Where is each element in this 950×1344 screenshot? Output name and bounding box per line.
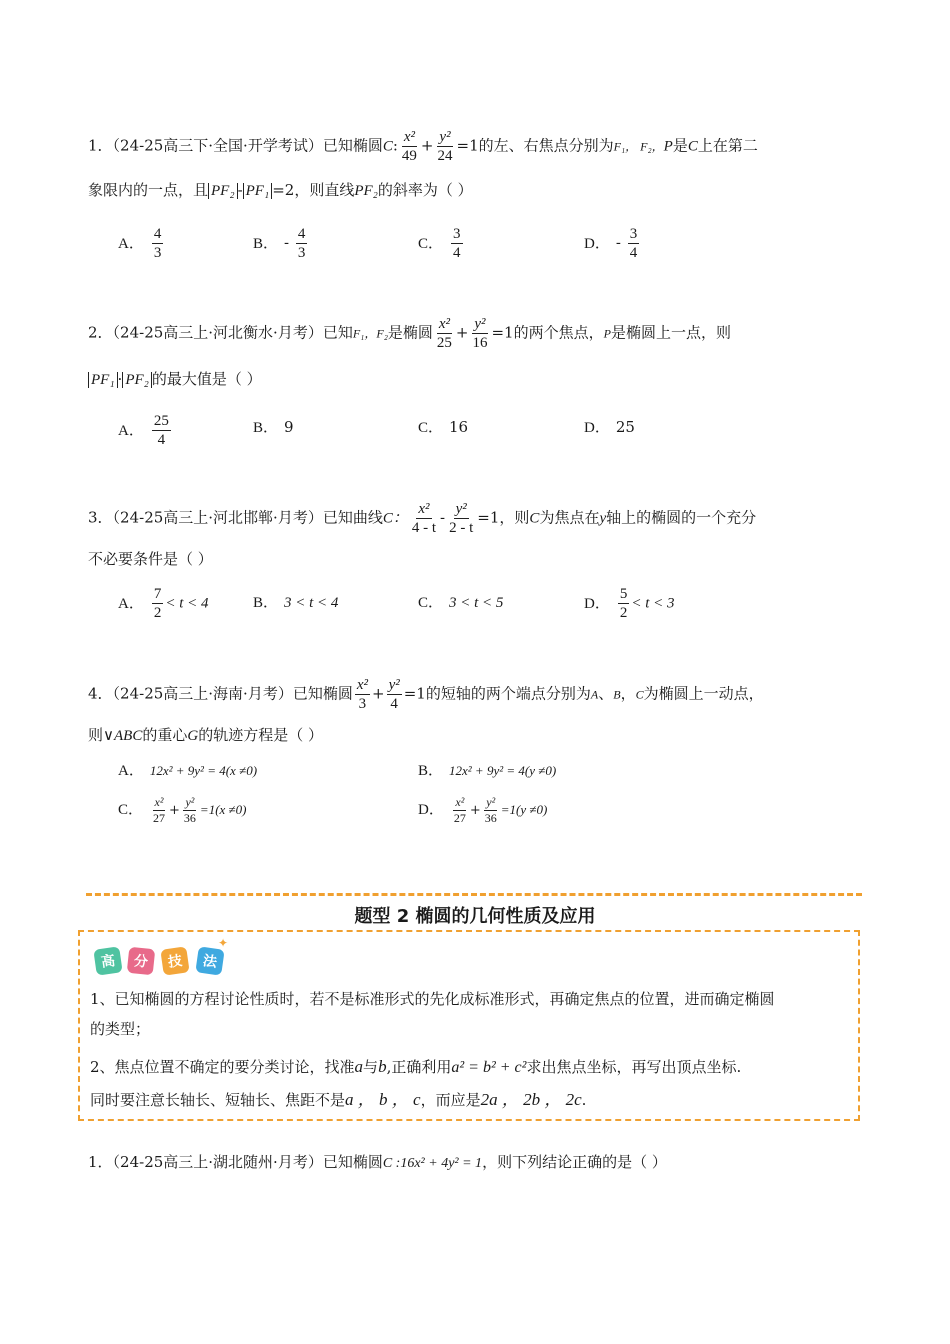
q4-frac-x: $\frac{\text{x²}}{3}$: [356, 677, 368, 712]
q4-line2-pre: 则: [88, 726, 104, 744]
q2-f1: F₁，: [352, 326, 377, 341]
q4-text-end: 为椭圆上一动点，: [643, 684, 764, 703]
q1-pf2: PF₂: [354, 183, 378, 199]
tip2-line: [90, 1054, 741, 1081]
q3-option-d[interactable]: D． $\frac{5}{2}$ < t < 3: [584, 586, 675, 621]
q2-var-p: P: [603, 326, 611, 341]
s2-q1-equation: C :16x² + 4y² = 1: [382, 1156, 483, 1171]
q3-frac-x: $\frac{\text{x²}}{4 - t}$: [411, 501, 437, 536]
s2-q1-number: 1．: [88, 1153, 113, 1171]
q3-minus: -: [440, 508, 446, 527]
tip1-line-b: 的类型；: [90, 1020, 151, 1038]
q1-option-a[interactable]: A． $\frac{4}{3}$: [118, 226, 162, 261]
q1-line2: [88, 178, 860, 203]
s2-q1-source: （24-25高三上·湖北随州·月考）: [112, 1153, 323, 1171]
q4-option-b[interactable]: B． 12x² + 9y² = 4(y ≠0): [418, 763, 557, 779]
section-divider: [86, 893, 862, 896]
q2-eq-rhs: =1: [491, 323, 514, 342]
badge-fa-icon: 法: [195, 946, 224, 975]
q4-sep: 、: [598, 684, 614, 703]
q2-frac-x: $\frac{\text{x²}}{25}$: [436, 316, 452, 351]
q4-text: 已知椭圆: [292, 684, 353, 703]
tip2-var-a: a: [354, 1057, 364, 1076]
q3-option-a[interactable]: A． $\frac{7}{2}$ < t < 4: [118, 586, 209, 621]
s2-q1-pre: 已知椭圆: [322, 1153, 383, 1171]
q1-text-post: 是: [672, 136, 688, 155]
s2-q1-line: [88, 1150, 860, 1176]
q1-text-mid: 的左、右焦点分别为: [478, 136, 614, 155]
q4-line2: [88, 723, 860, 748]
q3-option-c[interactable]: C． 3 < t < 5: [418, 595, 504, 611]
q3-text-end: 轴上的椭圆的一个充分: [606, 508, 757, 527]
q3-var-c: C：: [382, 510, 408, 527]
q4-option-c[interactable]: C． $\frac{\text{x²}}{27}$ + $\frac{\text{y²}}{36}$ =1(x ≠0): [118, 795, 247, 825]
tip3-end: .: [581, 1091, 587, 1109]
q1-option-c[interactable]: C． $\frac{3}{4}$: [418, 226, 461, 261]
q3-line1: [88, 500, 860, 537]
badge-ji-icon: 技: [160, 946, 189, 975]
tip3-line: [90, 1087, 586, 1113]
q2-dot: ·: [117, 370, 123, 388]
q4-option-a[interactable]: A． 12x² + 9y² = 4(x ≠0): [118, 763, 258, 779]
tip2-mid: ,正确利用: [386, 1058, 452, 1076]
q2-text-mid: 是椭圆: [387, 323, 433, 342]
q3-number: 3．: [88, 508, 113, 527]
q2-source: （24-25高三上·河北衡水·月考）: [112, 323, 323, 342]
q3-eq-rhs: =1: [477, 508, 500, 527]
tip3-vars: a ， b ， c: [345, 1090, 421, 1109]
section-title: 题型 2 椭圆的几何性质及应用: [354, 906, 596, 927]
q4-eq-rhs: =1: [403, 684, 426, 703]
q4-line1: 4．（24-25高三上·海南·月考）已知椭圆 $\frac{\text{x²}}{3}$ + $\frac{\text{y²}}{4}$ =1的短轴的两个端点分别为A、B，C为椭圆上一动点，: [88, 677, 764, 712]
tip2-with: 与: [363, 1058, 379, 1076]
q4-triangle: ∨ABC: [103, 728, 143, 744]
q4-number: 4．: [88, 684, 113, 703]
q1-source: （24-25高三下·全国·开学考试）: [112, 136, 323, 155]
q4-comma: ，: [620, 684, 636, 703]
q4-frac-y: $\frac{\text{y²}}{4}$: [388, 677, 400, 712]
q4-line2-end: 的轨迹方程是（ ）: [198, 726, 323, 744]
s2-q1-end: ，则下列结论正确的是（ ）: [482, 1153, 667, 1171]
q1-line2-end: 的斜率为（ ）: [377, 181, 473, 199]
q4-source: （24-25高三上·海南·月考）: [112, 684, 293, 703]
q2-abs2: PF₂: [122, 372, 152, 388]
q3-line2-text: 不必要条件是（ ）: [88, 550, 213, 568]
q3-text-post: 为焦点在: [539, 508, 600, 527]
q2-text: 已知: [322, 323, 353, 342]
q1-frac-x: $\frac{\text{x²}}{49}$: [401, 129, 417, 164]
q3-text-mid: ，则: [499, 508, 530, 527]
q1-option-d[interactable]: D． - $\frac{3}{4}$: [584, 226, 638, 261]
q3-source: （24-25高三上·河北邯郸·月考）: [112, 508, 323, 527]
q2-text-end: 是椭圆上一点，则: [610, 323, 731, 342]
tip3-vals: 2a ， 2b ， 2c: [480, 1090, 582, 1109]
tip2-var-b: b: [378, 1057, 387, 1076]
tip2-equation: a² = b² + c²: [451, 1059, 527, 1076]
q1-foci: F₁， F₂，: [613, 139, 664, 154]
q2-option-c[interactable]: C． 16: [418, 418, 469, 436]
q2-abs1: PF₁: [88, 372, 118, 388]
q1-number: 1．: [88, 136, 113, 155]
q1-option-b[interactable]: B． - $\frac{4}{3}$: [253, 226, 306, 261]
tip3-pre: 同时要注意长轴长、短轴长、焦距不是: [90, 1091, 346, 1109]
q4-text-mid: 的短轴的两个端点分别为: [425, 684, 591, 703]
tip3-mid: ，而应是: [420, 1091, 481, 1109]
q3-var-c2: C: [529, 510, 540, 527]
q4-var-a: A: [590, 687, 599, 702]
q1-var-c: C: [382, 138, 393, 155]
q2-frac-y: $\frac{\text{y²}}{16}$: [472, 316, 488, 351]
q3-text: 已知曲线: [322, 508, 383, 527]
q2-line2: [88, 367, 860, 392]
q1-abs2: PF₁: [243, 183, 273, 199]
q1-rhs: =2: [272, 181, 295, 199]
q2-number: 2．: [88, 323, 113, 342]
q1-line2-mid: ，则直线: [294, 181, 355, 199]
q1-text: 已知椭圆: [322, 136, 383, 155]
q1-line2-text: 象限内的一点，且: [88, 181, 209, 199]
q2-option-a[interactable]: A． $\frac{25}{4}$: [118, 413, 169, 448]
badge-fen-icon: 分: [127, 947, 156, 976]
q2-option-d[interactable]: D． 25: [584, 418, 635, 436]
q2-line2-end: 的最大值是（ ）: [151, 370, 262, 388]
tip2-pre: 2、焦点位置不确定的要分类讨论，找准: [90, 1058, 355, 1076]
tip1-line-a: 1、已知椭圆的方程讨论性质时，若不是标准形式的先化成标准形式，再确定焦点的位置，进而确定椭圆: [90, 990, 775, 1008]
q1-eq-rhs: =1: [456, 136, 479, 155]
sparkle-icon: ✦: [218, 936, 229, 950]
q2-option-b[interactable]: B． 9: [253, 418, 294, 436]
q3-line2: [88, 547, 860, 571]
q4-line2-mid: 的重心: [142, 726, 188, 744]
q4-var-g: G: [187, 728, 199, 744]
q3-option-b[interactable]: B． 3 < t < 4: [253, 595, 339, 611]
q1-var-p: P: [663, 138, 673, 155]
q4-var-b: B: [613, 687, 621, 702]
badge-gao-icon: 高: [93, 946, 122, 975]
q1-frac-y: $\frac{\text{y²}}{24}$: [437, 129, 453, 164]
q4-var-c: C: [635, 687, 644, 702]
q3-var-y: y: [599, 510, 607, 527]
q2-text-post: 的两个焦点，: [513, 323, 604, 342]
q2-f2: F₂: [376, 326, 388, 341]
q4-option-d[interactable]: D． $\frac{\text{x²}}{27}$ + $\frac{\text{y²}}{36}$ =1(y ≠0): [418, 795, 548, 825]
q1-text-end: 上在第二: [697, 136, 758, 155]
q2-line1: 2．（24-25高三上·河北衡水·月考）已知F₁，F₂是椭圆 $\frac{\text{x²}}{25}$ + $\frac{\text{y²}}{16}$ =1的两个焦点，P是椭圆上一点，则: [88, 316, 731, 351]
q1-minus: -: [237, 181, 243, 199]
tip2-end: 求出焦点坐标，再写出顶点坐标.: [526, 1058, 742, 1076]
q1-abs1: PF₂: [208, 183, 238, 199]
q3-frac-y: $\frac{\text{y²}}{2 - t}$: [449, 501, 474, 536]
q1-line1: 1．（24-25高三下·全国·开学考试）已知椭圆C: $\frac{\text{x²}}{49}$ + $\frac{\text{y²}}{24}$ =1的左、右焦点分别为F₁， F₂，P是C上在第二: [88, 129, 758, 164]
q1-var-c2: C: [687, 138, 698, 155]
